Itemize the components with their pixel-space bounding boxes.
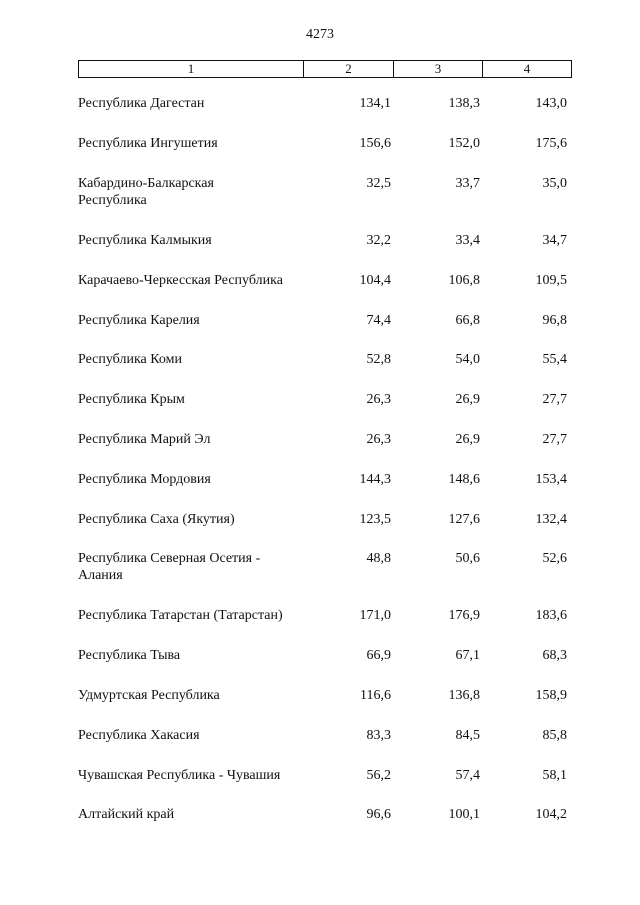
value-col-2: 74,4: [366, 313, 391, 328]
column-header-4: 4: [483, 61, 572, 78]
value-col-4: 27,7: [542, 432, 567, 447]
value-col-4: 183,6: [535, 608, 567, 623]
value-col-2: 83,3: [366, 728, 391, 743]
value-col-4: 58,1: [542, 768, 567, 783]
value-col-4: 132,4: [535, 512, 567, 527]
column-header-table: [78, 60, 572, 78]
region-name: Республика Северная Осетия - Алания: [78, 551, 261, 583]
value-col-4: 35,0: [542, 176, 567, 191]
value-col-3: 84,5: [455, 728, 480, 743]
value-col-2: 171,0: [359, 608, 391, 623]
region-name: Республика Тыва: [78, 648, 181, 663]
value-col-4: 52,6: [542, 551, 567, 566]
region-name: Республика Калмыкия: [78, 233, 212, 248]
value-col-2: 123,5: [359, 512, 391, 527]
value-col-4: 68,3: [542, 648, 567, 663]
value-col-4: 85,8: [542, 728, 567, 743]
value-col-4: 96,8: [542, 313, 567, 328]
region-name: Чувашская Республика - Чувашия: [78, 768, 281, 783]
region-name: Республика Саха (Якутия): [78, 512, 235, 527]
value-col-2: 48,8: [366, 551, 391, 566]
column-header-3: 3: [394, 61, 483, 78]
value-col-4: 104,2: [535, 807, 567, 822]
value-col-3: 33,7: [455, 176, 480, 191]
value-col-3: 100,1: [448, 807, 480, 822]
region-name: Республика Карелия: [78, 313, 200, 328]
value-col-4: 175,6: [535, 136, 567, 151]
value-col-3: 66,8: [455, 313, 480, 328]
value-col-2: 104,4: [359, 273, 391, 288]
value-col-3: 106,8: [448, 273, 480, 288]
region-name: Удмуртская Республика: [78, 688, 220, 703]
value-col-3: 136,8: [448, 688, 480, 703]
value-col-3: 138,3: [448, 96, 480, 111]
page-number: 4273: [306, 27, 334, 42]
value-col-2: 52,8: [366, 352, 391, 367]
column-header-2: 2: [304, 61, 394, 78]
value-col-2: 116,6: [360, 688, 391, 703]
region-name: Карачаево-Черкесская Республика: [78, 273, 283, 288]
value-col-3: 148,6: [448, 472, 480, 487]
value-col-3: 50,6: [455, 551, 480, 566]
value-col-2: 66,9: [366, 648, 391, 663]
value-col-4: 153,4: [535, 472, 567, 487]
value-col-4: 27,7: [542, 392, 567, 407]
value-col-4: 143,0: [535, 96, 567, 111]
value-col-3: 54,0: [455, 352, 480, 367]
value-col-3: 152,0: [448, 136, 480, 151]
region-name: Республика Коми: [78, 352, 182, 367]
value-col-2: 96,6: [366, 807, 391, 822]
region-name: Республика Крым: [78, 392, 185, 407]
region-name: Республика Ингушетия: [78, 136, 218, 151]
value-col-2: 134,1: [359, 96, 391, 111]
region-name: Республика Дагестан: [78, 96, 205, 111]
value-col-4: 55,4: [542, 352, 567, 367]
region-name: Республика Марий Эл: [78, 432, 211, 447]
column-header-1: 1: [79, 61, 304, 78]
value-col-3: 57,4: [455, 768, 480, 783]
value-col-3: 67,1: [455, 648, 480, 663]
value-col-2: 156,6: [359, 136, 391, 151]
value-col-4: 158,9: [535, 688, 567, 703]
value-col-4: 34,7: [542, 233, 567, 248]
value-col-2: 56,2: [366, 768, 391, 783]
region-name: Республика Хакасия: [78, 728, 200, 743]
region-name: Республика Татарстан (Татарстан): [78, 608, 283, 623]
value-col-3: 176,9: [448, 608, 480, 623]
value-col-3: 33,4: [455, 233, 480, 248]
value-col-2: 26,3: [366, 432, 391, 447]
region-name: Кабардино-Балкарская Республика: [78, 176, 214, 208]
region-name: Республика Мордовия: [78, 472, 211, 487]
value-col-2: 32,5: [366, 176, 391, 191]
value-col-3: 127,6: [448, 512, 480, 527]
region-name: Алтайский край: [78, 807, 175, 822]
value-col-2: 144,3: [359, 472, 391, 487]
value-col-3: 26,9: [455, 432, 480, 447]
value-col-3: 26,9: [455, 392, 480, 407]
value-col-2: 26,3: [366, 392, 391, 407]
value-col-2: 32,2: [366, 233, 391, 248]
value-col-4: 109,5: [535, 273, 567, 288]
